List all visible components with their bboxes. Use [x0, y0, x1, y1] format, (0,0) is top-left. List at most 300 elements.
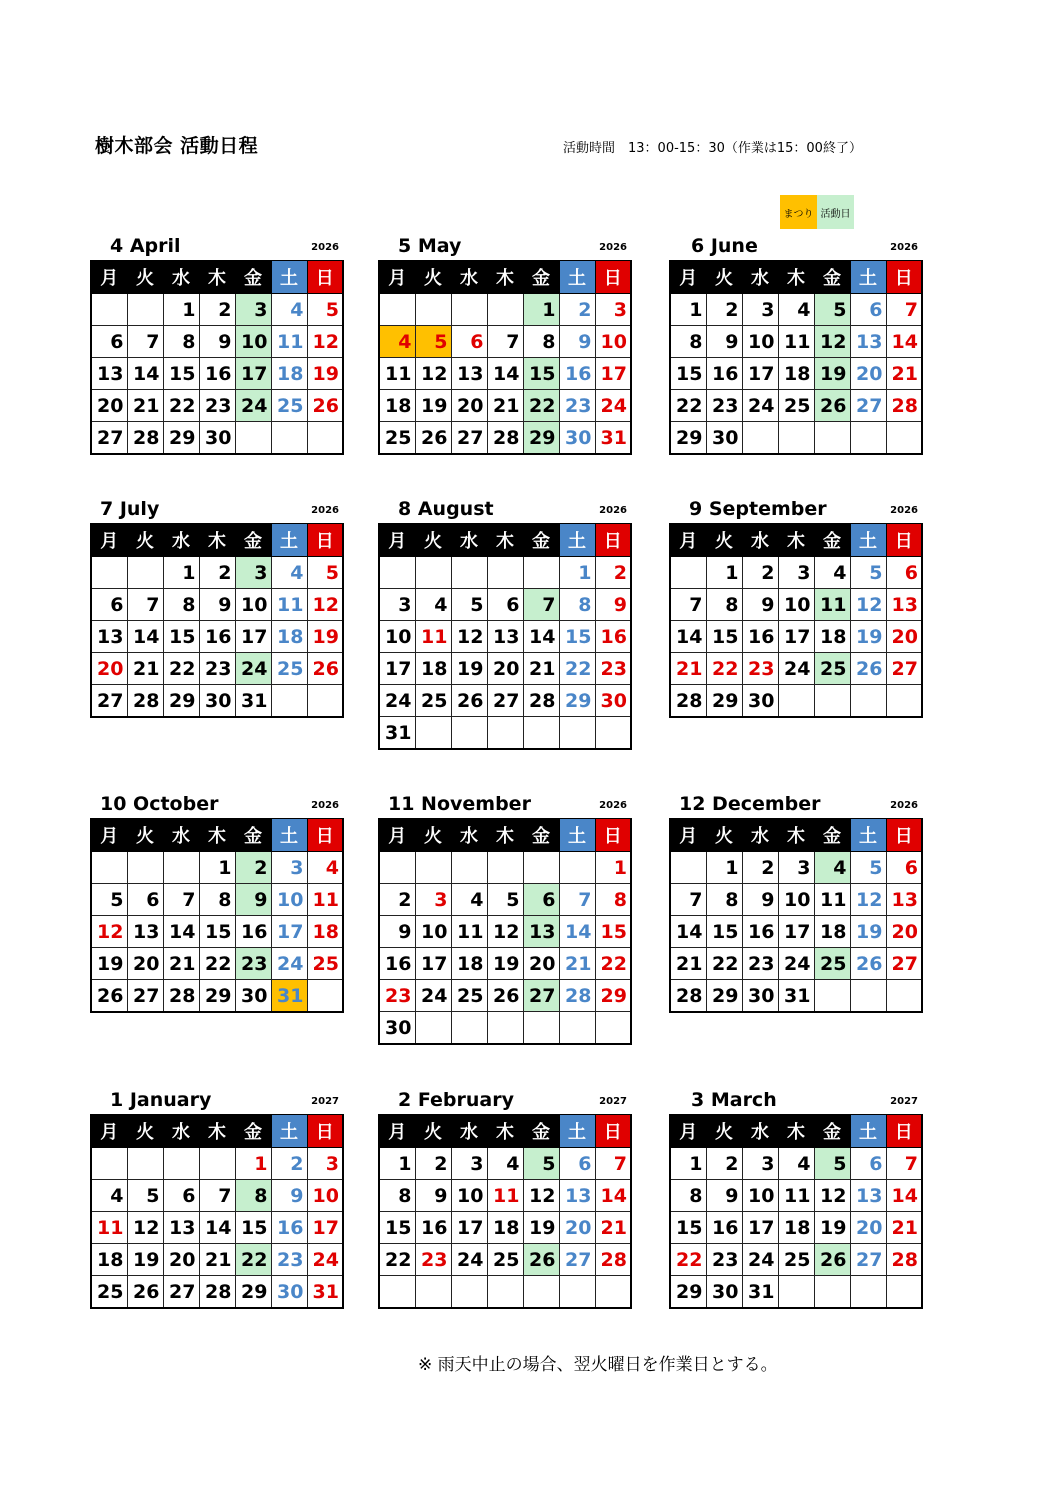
week-row [670, 557, 922, 589]
day-cell [451, 717, 487, 750]
day-cell: 14 [886, 1180, 922, 1212]
day-cell: 27 [850, 1244, 886, 1276]
day-cell: 30 [706, 1276, 742, 1309]
day-cell: 8 [670, 326, 706, 358]
day-cell: 6 [451, 326, 487, 358]
day-cell [778, 685, 814, 718]
day-cell: 16 [379, 948, 415, 980]
day-cell [559, 852, 595, 884]
day-cell: 27 [91, 685, 127, 718]
day-cell: 28 [670, 685, 706, 718]
day-cell: 5 [307, 557, 343, 589]
day-cell: 20 [91, 653, 127, 685]
day-cell: 1 [706, 557, 742, 589]
day-cell: 22 [706, 948, 742, 980]
day-cell: 8 [163, 326, 199, 358]
day-cell: 11 [451, 916, 487, 948]
rain-note: ※ 雨天中止の場合、翌火曜日を作業日とする。 [418, 1355, 778, 1375]
weekday-header: 水 [451, 819, 487, 852]
day-cell: 10 [595, 326, 631, 358]
week-row [379, 948, 631, 980]
day-cell: 2 [742, 557, 778, 589]
day-cell: 30 [595, 685, 631, 717]
day-cell: 19 [91, 948, 127, 980]
day-cell [850, 422, 886, 455]
week-row [91, 589, 343, 621]
day-cell: 16 [235, 916, 271, 948]
day-cell [670, 557, 706, 589]
day-cell: 20 [487, 653, 523, 685]
day-cell [235, 422, 271, 455]
day-cell: 31 [235, 685, 271, 718]
day-cell: 14 [670, 916, 706, 948]
weekday-header: 月 [379, 819, 415, 852]
week-row [670, 589, 922, 621]
day-cell: 27 [559, 1244, 595, 1276]
day-cell: 4 [415, 589, 451, 621]
day-cell: 2 [595, 557, 631, 589]
weekday-header: 日 [307, 819, 343, 852]
week-row [379, 557, 631, 589]
weekday-header: 火 [415, 261, 451, 294]
weekday-header: 日 [886, 819, 922, 852]
day-cell: 13 [886, 884, 922, 916]
day-cell: 16 [742, 916, 778, 948]
day-cell: 22 [595, 948, 631, 980]
weekday-header: 木 [199, 524, 235, 557]
week-row [91, 1148, 343, 1180]
day-cell: 21 [127, 653, 163, 685]
weekday-header: 金 [235, 819, 271, 852]
day-cell: 24 [451, 1244, 487, 1276]
day-cell: 8 [523, 326, 559, 358]
day-cell: 23 [199, 390, 235, 422]
month-year: 2026 [599, 505, 627, 516]
day-cell: 25 [379, 422, 415, 455]
weekday-header: 金 [235, 261, 271, 294]
day-cell: 4 [778, 1148, 814, 1180]
day-cell: 29 [163, 685, 199, 718]
month-table [378, 818, 632, 1045]
weekday-header: 水 [742, 819, 778, 852]
day-cell: 11 [415, 621, 451, 653]
weekday-header: 金 [814, 261, 850, 294]
weekday-header: 土 [850, 524, 886, 557]
day-cell: 2 [706, 294, 742, 326]
day-cell [850, 980, 886, 1013]
day-cell: 12 [487, 916, 523, 948]
day-cell: 20 [886, 621, 922, 653]
weekday-header: 火 [127, 524, 163, 557]
day-cell: 20 [127, 948, 163, 980]
week-row [91, 884, 343, 916]
day-cell: 25 [487, 1244, 523, 1276]
month-name: 5 May [398, 235, 462, 257]
weekday-header: 木 [778, 261, 814, 294]
day-cell: 8 [706, 884, 742, 916]
day-cell: 12 [850, 589, 886, 621]
day-cell: 3 [307, 1148, 343, 1180]
weekday-header: 月 [91, 819, 127, 852]
month-year: 2026 [599, 242, 627, 253]
day-cell: 10 [742, 326, 778, 358]
day-cell: 6 [559, 1148, 595, 1180]
week-row [91, 294, 343, 326]
weekday-header: 木 [487, 261, 523, 294]
month-name: 10 October [100, 793, 219, 815]
week-row [91, 653, 343, 685]
day-cell: 4 [271, 294, 307, 326]
weekday-header: 土 [559, 1115, 595, 1148]
day-cell: 25 [814, 653, 850, 685]
day-cell: 16 [415, 1212, 451, 1244]
week-row [379, 980, 631, 1012]
day-cell: 18 [307, 916, 343, 948]
day-cell: 12 [415, 358, 451, 390]
day-cell: 13 [451, 358, 487, 390]
day-cell: 18 [778, 358, 814, 390]
day-cell: 11 [814, 884, 850, 916]
day-cell: 7 [523, 589, 559, 621]
day-cell: 2 [235, 852, 271, 884]
day-cell: 2 [271, 1148, 307, 1180]
day-cell: 8 [163, 589, 199, 621]
day-cell: 31 [742, 1276, 778, 1309]
day-cell: 21 [595, 1212, 631, 1244]
day-cell: 20 [163, 1244, 199, 1276]
weekday-header: 火 [127, 819, 163, 852]
month-calendar [378, 232, 630, 455]
weekday-header: 水 [163, 261, 199, 294]
day-cell: 16 [706, 1212, 742, 1244]
week-row [91, 980, 343, 1013]
week-row [379, 685, 631, 717]
weekday-header: 土 [271, 1115, 307, 1148]
month-name: 1 January [110, 1089, 212, 1111]
month-calendar [378, 495, 630, 750]
month-table [669, 1114, 923, 1309]
day-cell: 9 [199, 326, 235, 358]
day-cell: 11 [271, 589, 307, 621]
day-cell: 23 [706, 1244, 742, 1276]
day-cell: 1 [163, 557, 199, 589]
weekday-header: 月 [379, 524, 415, 557]
weekday-header: 月 [379, 1115, 415, 1148]
day-cell: 12 [451, 621, 487, 653]
day-cell: 14 [595, 1180, 631, 1212]
week-row [91, 358, 343, 390]
day-cell: 10 [235, 589, 271, 621]
day-cell: 12 [814, 326, 850, 358]
month-year: 2027 [311, 1096, 339, 1107]
day-cell: 21 [670, 653, 706, 685]
month-name: 3 March [691, 1089, 777, 1111]
day-cell: 28 [886, 390, 922, 422]
day-cell: 17 [235, 358, 271, 390]
day-cell: 29 [199, 980, 235, 1013]
day-cell: 23 [271, 1244, 307, 1276]
month-name: 6 June [691, 235, 758, 257]
day-cell: 11 [271, 326, 307, 358]
day-cell: 16 [559, 358, 595, 390]
day-cell: 16 [595, 621, 631, 653]
day-cell: 4 [91, 1180, 127, 1212]
day-cell [523, 852, 559, 884]
day-cell: 8 [199, 884, 235, 916]
day-cell: 12 [91, 916, 127, 948]
day-cell: 6 [886, 557, 922, 589]
day-cell: 1 [163, 294, 199, 326]
day-cell: 11 [91, 1212, 127, 1244]
day-cell: 6 [127, 884, 163, 916]
week-row [379, 1212, 631, 1244]
day-cell: 17 [778, 621, 814, 653]
month-table [378, 523, 632, 750]
day-cell: 12 [127, 1212, 163, 1244]
weekday-header: 木 [778, 1115, 814, 1148]
day-cell: 15 [523, 358, 559, 390]
weekday-header: 火 [415, 1115, 451, 1148]
day-cell: 29 [523, 422, 559, 455]
day-cell: 11 [379, 358, 415, 390]
weekday-header: 火 [415, 819, 451, 852]
day-cell: 15 [595, 916, 631, 948]
week-row [379, 717, 631, 750]
day-cell: 24 [379, 685, 415, 717]
day-cell: 6 [523, 884, 559, 916]
day-cell: 10 [778, 884, 814, 916]
day-cell: 19 [523, 1212, 559, 1244]
weekday-header: 金 [814, 524, 850, 557]
day-cell [307, 685, 343, 718]
day-cell: 26 [91, 980, 127, 1013]
week-row [91, 557, 343, 589]
day-cell: 10 [451, 1180, 487, 1212]
day-cell: 17 [451, 1212, 487, 1244]
day-cell: 15 [163, 358, 199, 390]
day-cell: 16 [199, 621, 235, 653]
day-cell: 6 [850, 1148, 886, 1180]
day-cell [379, 294, 415, 326]
day-cell: 14 [163, 916, 199, 948]
day-cell: 26 [307, 653, 343, 685]
day-cell: 28 [127, 685, 163, 718]
day-cell [271, 422, 307, 455]
day-cell: 9 [415, 1180, 451, 1212]
weekday-header: 日 [886, 261, 922, 294]
day-cell: 2 [379, 884, 415, 916]
week-row [91, 1276, 343, 1309]
day-cell: 15 [706, 621, 742, 653]
day-cell: 14 [127, 621, 163, 653]
day-cell: 30 [379, 1012, 415, 1045]
weekday-header: 水 [451, 1115, 487, 1148]
day-cell: 19 [307, 621, 343, 653]
day-cell: 15 [235, 1212, 271, 1244]
weekday-header: 月 [670, 1115, 706, 1148]
day-cell: 23 [742, 653, 778, 685]
day-cell: 22 [559, 653, 595, 685]
weekday-header: 木 [487, 524, 523, 557]
day-cell: 9 [235, 884, 271, 916]
day-cell [487, 1276, 523, 1309]
day-cell [91, 1148, 127, 1180]
day-cell: 3 [451, 1148, 487, 1180]
weekday-header: 月 [379, 261, 415, 294]
day-cell: 15 [163, 621, 199, 653]
day-cell: 29 [163, 422, 199, 455]
day-cell: 31 [595, 422, 631, 455]
day-cell: 31 [307, 1276, 343, 1309]
day-cell [523, 1012, 559, 1045]
weekday-header: 土 [271, 261, 307, 294]
day-cell [307, 422, 343, 455]
week-row [379, 390, 631, 422]
day-cell: 3 [778, 852, 814, 884]
week-row [91, 916, 343, 948]
day-cell: 27 [91, 422, 127, 455]
day-cell: 4 [379, 326, 415, 358]
month-table [669, 260, 923, 455]
day-cell: 5 [91, 884, 127, 916]
day-cell: 21 [163, 948, 199, 980]
week-row [91, 948, 343, 980]
weekday-header: 日 [886, 524, 922, 557]
day-cell: 17 [742, 1212, 778, 1244]
day-cell: 19 [814, 358, 850, 390]
day-cell [487, 852, 523, 884]
day-cell: 23 [742, 948, 778, 980]
week-row [670, 653, 922, 685]
day-cell: 7 [670, 884, 706, 916]
week-row [670, 390, 922, 422]
day-cell: 27 [451, 422, 487, 455]
day-cell: 26 [451, 685, 487, 717]
weekday-header: 水 [163, 1115, 199, 1148]
day-cell: 7 [886, 1148, 922, 1180]
weekday-header: 月 [670, 819, 706, 852]
day-cell: 10 [235, 326, 271, 358]
day-cell [163, 852, 199, 884]
day-cell: 13 [91, 358, 127, 390]
week-row [379, 422, 631, 455]
day-cell: 22 [670, 390, 706, 422]
day-cell: 24 [778, 948, 814, 980]
page-title: 樹木部会 活動日程 [95, 135, 259, 157]
day-cell: 7 [559, 884, 595, 916]
day-cell [127, 1148, 163, 1180]
day-cell [595, 1276, 631, 1309]
day-cell: 26 [814, 390, 850, 422]
month-year: 2026 [890, 800, 918, 811]
day-cell: 30 [199, 685, 235, 718]
day-cell: 21 [670, 948, 706, 980]
day-cell: 23 [379, 980, 415, 1012]
day-cell: 21 [559, 948, 595, 980]
day-cell: 3 [742, 1148, 778, 1180]
day-cell: 12 [307, 326, 343, 358]
day-cell [451, 557, 487, 589]
day-cell: 3 [415, 884, 451, 916]
week-row [379, 1012, 631, 1045]
week-row [670, 621, 922, 653]
day-cell: 20 [850, 1212, 886, 1244]
day-cell: 15 [379, 1212, 415, 1244]
day-cell: 23 [706, 390, 742, 422]
weekday-header: 木 [199, 1115, 235, 1148]
day-cell: 5 [127, 1180, 163, 1212]
day-cell: 25 [271, 390, 307, 422]
weekday-header: 土 [271, 524, 307, 557]
week-row [379, 621, 631, 653]
legend-festival: まつり [780, 195, 817, 229]
day-cell: 7 [199, 1180, 235, 1212]
weekday-header: 日 [307, 524, 343, 557]
weekday-header: 水 [163, 819, 199, 852]
day-cell [559, 1276, 595, 1309]
day-cell: 2 [706, 1148, 742, 1180]
day-cell: 14 [487, 358, 523, 390]
day-cell: 9 [271, 1180, 307, 1212]
week-row [91, 1212, 343, 1244]
day-cell: 28 [163, 980, 199, 1013]
day-cell [271, 685, 307, 718]
day-cell [415, 557, 451, 589]
day-cell [523, 1276, 559, 1309]
day-cell: 2 [415, 1148, 451, 1180]
month-year: 2026 [890, 505, 918, 516]
day-cell [886, 422, 922, 455]
weekday-header: 水 [742, 1115, 778, 1148]
weekday-header: 金 [523, 1115, 559, 1148]
day-cell: 25 [271, 653, 307, 685]
day-cell: 30 [235, 980, 271, 1013]
day-cell: 27 [850, 390, 886, 422]
day-cell: 13 [559, 1180, 595, 1212]
day-cell: 9 [742, 589, 778, 621]
week-row [379, 653, 631, 685]
day-cell: 24 [235, 653, 271, 685]
day-cell: 24 [235, 390, 271, 422]
day-cell [559, 717, 595, 750]
day-cell: 10 [778, 589, 814, 621]
activity-hours: 活動時間 13：00-15：30（作業は15：00終了） [563, 141, 862, 156]
day-cell: 4 [307, 852, 343, 884]
day-cell: 18 [415, 653, 451, 685]
day-cell [814, 422, 850, 455]
weekday-header: 日 [595, 524, 631, 557]
day-cell: 11 [307, 884, 343, 916]
day-cell [415, 294, 451, 326]
weekday-header: 土 [850, 261, 886, 294]
day-cell: 8 [235, 1180, 271, 1212]
day-cell [199, 1148, 235, 1180]
day-cell: 28 [559, 980, 595, 1012]
day-cell: 17 [415, 948, 451, 980]
day-cell: 21 [886, 358, 922, 390]
day-cell: 16 [742, 621, 778, 653]
day-cell: 27 [163, 1276, 199, 1309]
day-cell [127, 294, 163, 326]
day-cell: 25 [814, 948, 850, 980]
weekday-header: 土 [559, 524, 595, 557]
weekday-header: 木 [778, 524, 814, 557]
weekday-header: 火 [127, 1115, 163, 1148]
day-cell: 18 [271, 621, 307, 653]
week-row [379, 1276, 631, 1309]
day-cell: 27 [886, 653, 922, 685]
day-cell: 16 [706, 358, 742, 390]
